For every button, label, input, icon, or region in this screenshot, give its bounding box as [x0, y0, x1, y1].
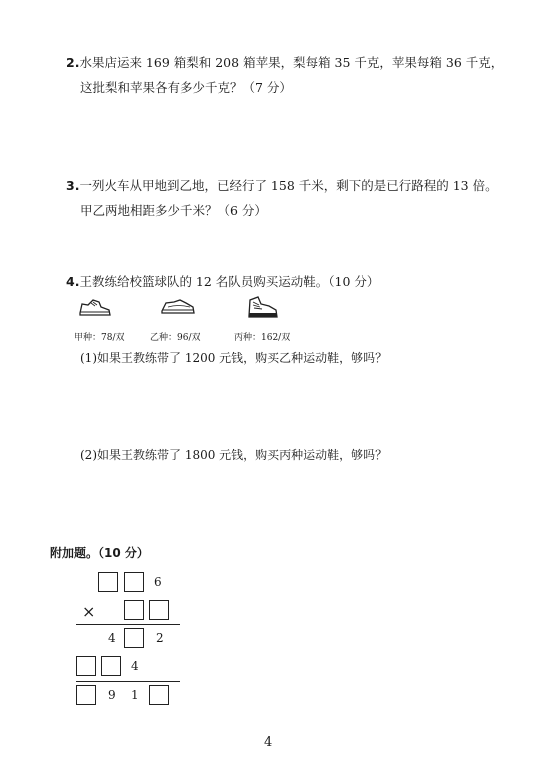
sneaker-icon — [160, 297, 196, 317]
bonus-title-text: 附加题。（10 分） — [50, 546, 149, 560]
question-2-line-2: 这批梨和苹果各有多少千克？（7 分） — [80, 80, 292, 95]
shoe-price-c: 丙种：162/双 — [234, 333, 291, 343]
question-number: 3. — [66, 178, 80, 193]
shoe-price-a: 甲种：78/双 — [74, 333, 125, 343]
blank-box[interactable] — [149, 600, 169, 620]
question-number: 4. — [66, 274, 80, 289]
question-3-line-2: 甲乙两地相距多少千米？（6 分） — [80, 203, 267, 218]
question-4 — [66, 274, 379, 290]
bonus-title — [50, 545, 149, 561]
blank-box[interactable] — [124, 628, 144, 648]
question-4-part-2: (2)如果王教练带了 1800 元钱，购买丙种运动鞋，够吗？ — [80, 448, 388, 462]
question-2 — [66, 55, 503, 71]
blank-box[interactable] — [98, 572, 118, 592]
blank-box[interactable] — [124, 572, 144, 592]
sneaker-icon — [78, 296, 112, 318]
blank-box[interactable] — [124, 600, 144, 620]
digit: 4 — [108, 631, 116, 645]
shoe-price-b: 乙种：96/双 — [150, 333, 201, 343]
digit: 2 — [156, 631, 164, 645]
blank-box[interactable] — [76, 656, 96, 676]
question-number: 2. — [66, 55, 80, 70]
digit: 6 — [154, 575, 162, 589]
times-sign: × — [82, 602, 96, 621]
digit: 4 — [131, 659, 139, 673]
blank-box[interactable] — [76, 685, 96, 705]
rule-line — [76, 624, 180, 625]
blank-box[interactable] — [149, 685, 169, 705]
rule-line — [76, 681, 180, 682]
high-top-shoe-icon — [245, 294, 279, 320]
question-text: 王教练给校篮球队的 12 名队员购买运动鞋。（10 分） — [79, 274, 380, 289]
blank-box[interactable] — [101, 656, 121, 676]
page-number: 4 — [264, 735, 273, 750]
question-text: 一列火车从甲地到乙地，已经行了 158 千米，剩下的是已行路程的 13 倍。 — [79, 178, 498, 193]
question-4-part-1: (1)如果王教练带了 1200 元钱，购买乙种运动鞋，够吗？ — [80, 351, 388, 365]
digit: 1 — [131, 688, 139, 702]
digit: 9 — [108, 688, 116, 702]
question-3 — [66, 178, 498, 194]
question-text: 水果店运来 169 箱梨和 208 箱苹果，梨每箱 35 千克，苹果每箱 36 千克， — [79, 55, 504, 70]
